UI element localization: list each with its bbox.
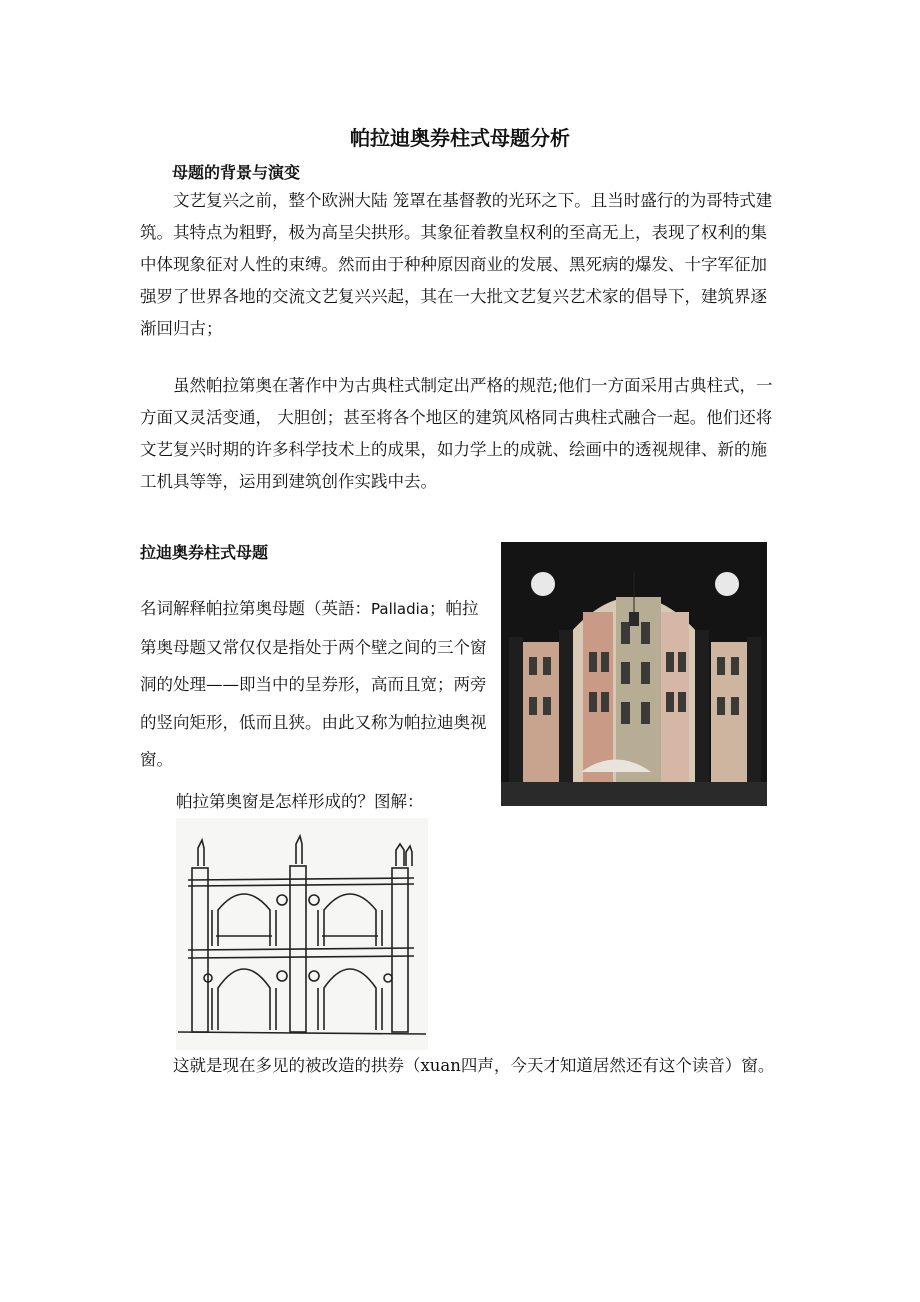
definition-text-post: ；帕拉第奥母题又常仅仅是指处于两个壁之间的三个窗洞的处理——即当中的呈券形，高而且宽；两旁的竖向矩形，低而且狭。由此又称为帕拉迪奥视窗。: [140, 599, 487, 769]
definition-text-pre: 名词解释帕拉第奥母题（英語：: [140, 599, 371, 618]
arcade-photo: [501, 542, 767, 806]
paragraph-background: 文艺复兴之前，整个欧洲大陆 笼罩在基督教的光环之下。且当时盛行的为哥特式建筑。其特点为粗野，极为高呈尖拱形。其象征着教皇权利的至高无上，表现了权利的集中体现象征对人性的束缚。然而由于种种原因商业的发展、黑死病的爆发、十字军征加强罗了世界各地的交流文艺复兴兴起，其在一大批文艺复兴艺术家的倡导下，建筑界逐渐回归古；: [140, 191, 773, 338]
section-heading-motif: 拉迪奥券柱式母题: [140, 543, 269, 562]
sketch-caption: 帕拉第奥窗是怎样形成的？图解：: [176, 792, 424, 811]
paragraph-definition: [140, 590, 492, 779]
section-heading-background: 母题的背景与演变: [172, 163, 301, 182]
definition-latin-term: Palladia: [371, 600, 429, 618]
palladian-arcade-sketch: [176, 818, 428, 1050]
page-title: 帕拉迪奥券柱式母题分析: [350, 126, 570, 150]
paragraph-conclusion: 这就是现在多见的被改造的拱券（xuan四声，今天才知道居然还有这个读音）窗。: [173, 1056, 775, 1075]
paragraph-palladio-rules: 虽然帕拉第奥在著作中为古典柱式制定出严格的规范;他们一方面采用古典柱式，一方面又灵活变通， 大胆创；甚至将各个地区的建筑风格同古典柱式融合一起。他们还将文艺复兴时期的许多科学技术上的成果，如力学上的成就、绘画中的透视规律、新的施工机具等等，运用到建筑创作实践中去。: [140, 376, 773, 491]
